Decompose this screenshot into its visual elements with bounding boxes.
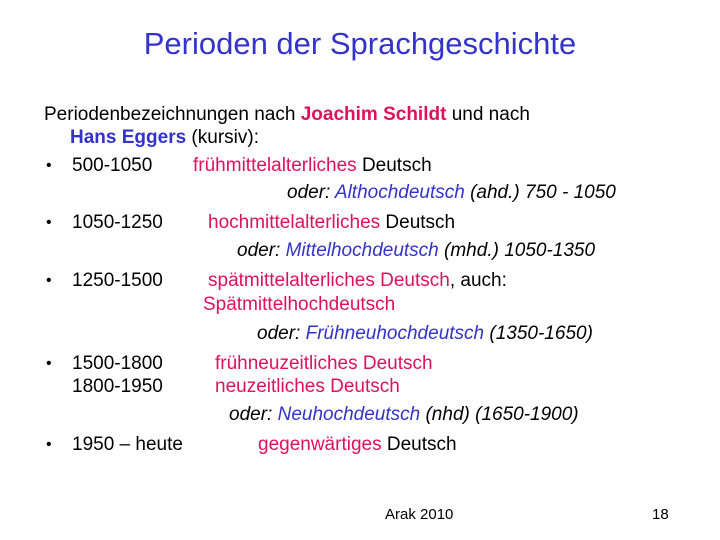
intro-text: Periodenbezeichnungen nach bbox=[44, 104, 301, 125]
author-schildt: Joachim Schildt bbox=[300, 104, 447, 125]
period-years: 1500-1800 bbox=[72, 353, 163, 374]
period-name: frühneuzeitliches Deutsch bbox=[215, 353, 433, 374]
alt-name: Mittelhochdeutsch bbox=[285, 240, 439, 261]
intro-line-2 bbox=[70, 127, 259, 149]
alt-name-line bbox=[287, 182, 616, 204]
alt-name-line bbox=[257, 323, 593, 345]
period-name: spätmittelalterliches Deutsch bbox=[208, 270, 450, 291]
period-suffix: Deutsch bbox=[380, 212, 456, 233]
alt-prefix: oder: bbox=[237, 240, 286, 261]
alt-name: Neuhochdeutsch bbox=[277, 404, 421, 425]
period-line bbox=[72, 353, 163, 375]
period-line bbox=[72, 270, 163, 292]
alt-prefix: oder: bbox=[229, 404, 278, 425]
footer-text: Arak 2010 bbox=[385, 506, 454, 523]
period-suffix: Deutsch bbox=[356, 155, 432, 176]
slide-title: Perioden der Sprachgeschichte bbox=[143, 26, 577, 61]
alt-suffix: (mhd.) 1050-1350 bbox=[438, 240, 596, 261]
author-eggers: Hans Eggers bbox=[70, 127, 187, 148]
alt-name: Frühneuhochdeutsch bbox=[305, 323, 485, 344]
period-line bbox=[72, 212, 163, 234]
slide-number: 18 bbox=[652, 506, 669, 523]
period-name-line bbox=[208, 212, 455, 234]
period-suffix: Deutsch bbox=[381, 434, 457, 455]
alt-prefix: oder: bbox=[287, 182, 335, 203]
period-name-line bbox=[215, 353, 433, 375]
alt-name-line bbox=[237, 240, 595, 262]
period-years: 500-1050 bbox=[72, 155, 153, 176]
period-years: 1250-1500 bbox=[72, 270, 163, 291]
period-name: neuzeitliches Deutsch bbox=[215, 376, 400, 397]
period-suffix: , auch: bbox=[449, 270, 507, 291]
period-line bbox=[72, 434, 183, 456]
period-name-line bbox=[215, 376, 400, 398]
period-line bbox=[72, 376, 163, 398]
alt-suffix: (ahd.) 750 - 1050 bbox=[464, 182, 616, 203]
bullet-glyph: • bbox=[46, 214, 52, 231]
period-years: 1950 – heute bbox=[72, 434, 183, 455]
period-years: 1800-1950 bbox=[72, 376, 163, 397]
alt-name-line bbox=[229, 404, 579, 426]
period-name: frühmittelalterliches bbox=[193, 155, 357, 176]
period-name: gegenwärtiges bbox=[258, 434, 382, 455]
alt-name: Althochdeutsch bbox=[334, 182, 465, 203]
bullet-glyph: • bbox=[46, 355, 52, 372]
period-name-line bbox=[258, 434, 457, 456]
period-name-line bbox=[193, 155, 432, 177]
period-name-line bbox=[208, 270, 507, 292]
bullet-glyph: • bbox=[46, 436, 52, 453]
period-years: 1050-1250 bbox=[72, 212, 163, 233]
bullet-glyph: • bbox=[46, 157, 52, 174]
intro-text: (kursiv): bbox=[186, 127, 259, 148]
period-name-line-2: Spätmittelhochdeutsch bbox=[203, 294, 396, 315]
alt-suffix: (nhd) (1650-1900) bbox=[420, 404, 579, 425]
period-line bbox=[72, 155, 152, 177]
alt-suffix: (1350-1650) bbox=[484, 323, 593, 344]
intro-line-1 bbox=[44, 104, 530, 126]
intro-text: und nach bbox=[446, 104, 530, 125]
bullet-glyph: • bbox=[46, 272, 52, 289]
period-name: hochmittelalterliches bbox=[208, 212, 381, 233]
alt-prefix: oder: bbox=[257, 323, 306, 344]
